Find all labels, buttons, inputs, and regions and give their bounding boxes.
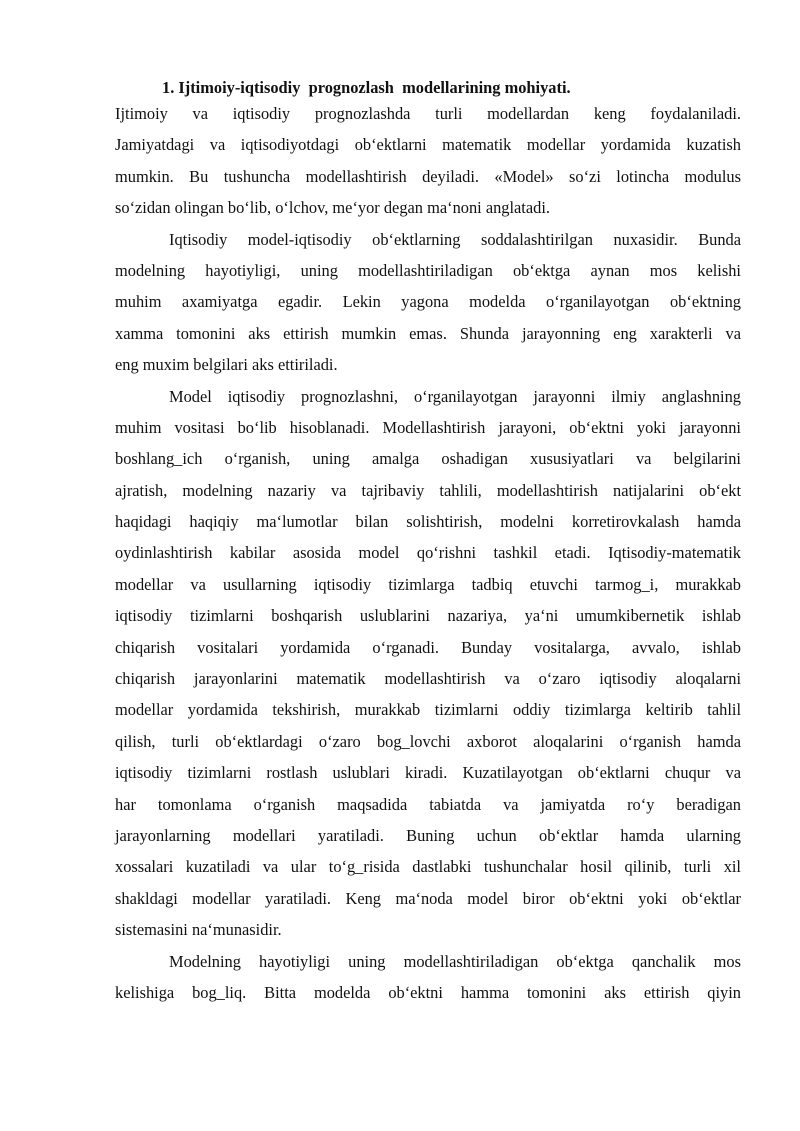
paragraph-line: qilish, turli ob‘ektlardagi o‘zaro bog_lovchi axborot aloqalarini o‘rganish hamda [115, 731, 741, 751]
paragraph-line: shakldagi modellar yaratiladi. Keng ma‘noda model biror ob‘ektni yoki ob‘ektlar [115, 888, 741, 908]
paragraph-line: kelishiga bog_liq. Bitta modelda ob‘ektni hamma tomonini aks ettirish qiyin [115, 982, 741, 1002]
paragraph [115, 381, 741, 946]
paragraph [115, 224, 741, 381]
paragraph [115, 946, 741, 1009]
paragraph-line: boshlang_ich o‘rganish, uning amalga oshadigan xususiyatlari va belgilarini [115, 449, 741, 469]
paragraph [115, 98, 741, 224]
paragraph-line: modellar va usullarning iqtisodiy tizimlarga tadbiq etuvchi tarmog_i, murakkab [115, 574, 741, 594]
paragraph-line: iqtisodiy tizimlarni boshqarish uslublarini nazariya, ya‘ni umumkibernetik ishlab [115, 606, 741, 626]
paragraph-line: Iqtisodiy model-iqtisodiy ob‘ektlarning soddalashtirilgan nuxasidir. Bunda [169, 229, 741, 249]
body-text [115, 98, 741, 1008]
paragraph-line: eng muxim belgilari aks ettiriladi. [115, 355, 338, 375]
paragraph-line: so‘zidan olingan bo‘lib, o‘lchov, me‘yor degan ma‘noni anglatadi. [115, 198, 550, 218]
paragraph-line: xossalari kuzatiladi va ular to‘g_risida dastlabki tushunchalar hosil qilinib, turli xil [115, 857, 741, 877]
paragraph-line: Ijtimoiy va iqtisodiy prognozlashda turli modellardan keng foydalaniladi. [115, 104, 741, 123]
paragraph-line: oydinlashtirish kabilar asosida model qo‘rishni tashkil etadi. Iqtisodiy-matematik [115, 543, 741, 563]
paragraph-line: chiqarish jarayonlarini matematik modellashtirish va o‘zaro iqtisodiy aloqalarni [115, 669, 741, 689]
paragraph-line: modellar yordamida tekshirish, murakkab tizimlarni oddiy tizimlarga keltirib tahlil [115, 700, 741, 720]
paragraph-line: muhim vositasi bo‘lib hisoblanadi. Modellashtirish jarayoni, ob‘ektni yoki jarayonni [115, 417, 741, 437]
paragraph-line: iqtisodiy tizimlarni rostlash uslublari kiradi. Kuzatilayotgan ob‘ektlarni chuqur va [115, 763, 741, 783]
paragraph-line: muhim axamiyatga egadir. Lekin yagona modelda o‘rganilayotgan ob‘ektning [115, 292, 741, 312]
paragraph-line: xamma tomonini aks ettirish mumkin emas. Shunda jarayonning eng xarakterli va [115, 323, 741, 343]
paragraph-line: Model iqtisodiy prognozlashni, o‘rganilayotgan jarayonni ilmiy anglashning [169, 386, 741, 406]
paragraph-line: Modelning hayotiyligi uning modellashtiriladigan ob‘ektga qanchalik mos [169, 951, 741, 971]
paragraph-line: Jamiyatdagi va iqtisodiyotdagi ob‘ektlarni matematik modellar yordamida kuzatish [115, 135, 741, 155]
paragraph-line: modelning hayotiyligi, uning modellashtiriladigan ob‘ektga aynan mos kelishi [115, 260, 741, 280]
paragraph-line: jarayonlarning modellari yaratiladi. Buning uchun ob‘ektlar hamda ularning [115, 825, 741, 845]
paragraph-line: ajratish, modelning nazariy va tajribaviy tahlili, modellashtirish natijalarini ob‘ekt [115, 480, 741, 500]
paragraph-line: haqidagi haqiqiy ma‘lumotlar bilan solishtirish, modelni korretirovkalash hamda [115, 512, 741, 532]
paragraph-line: har tomonlama o‘rganish maqsadida tabiatda va jamiyatda ro‘y beradigan [115, 794, 741, 814]
paragraph-line: chiqarish vositalari yordamida o‘rganadi. Bunday vositalarga, avvalo, ishlab [115, 637, 741, 657]
paragraph-line: sistemasini na‘munasidir. [115, 920, 282, 940]
paragraph-line: mumkin. Bu tushuncha modellashtirish deyiladi. «Model» so‘zi lotincha modulus [115, 166, 741, 186]
section-heading: 1. Ijtimoiy-iqtisodiy prognozlash modellarining mohiyati. [162, 78, 571, 97]
